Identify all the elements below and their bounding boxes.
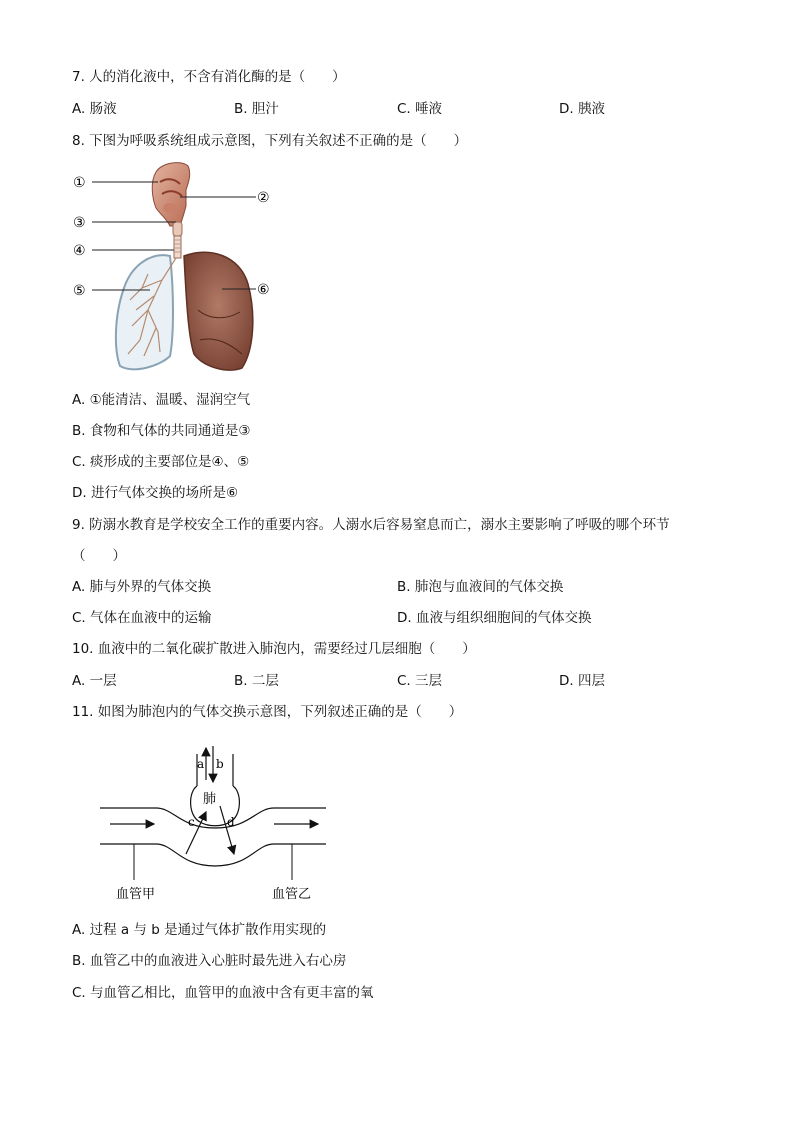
alveolus-gas-exchange-figure	[96, 742, 336, 907]
q10-option-a: A. 一层	[72, 673, 117, 689]
label-b: b	[216, 757, 224, 771]
q11-option-a: A. 过程 a 与 b 是通过气体扩散作用实现的	[72, 922, 327, 938]
q7-option-c: C. 唾液	[397, 101, 443, 117]
q7-option-a: A. 肠液	[72, 101, 117, 117]
q8-option-a: A. ①能清洁、温暖、湿润空气	[72, 392, 251, 408]
label-vessel-1: 血管甲	[116, 887, 156, 902]
q11-stem: 11. 如图为肺泡内的气体交换示意图，下列叙述正确的是（ ）	[72, 704, 463, 720]
figure-label-4: ④	[73, 243, 86, 259]
q11-option-b: B. 血管乙中的血液进入心脏时最先进入右心房	[72, 953, 347, 969]
q8-option-d: D. 进行气体交换的场所是⑥	[72, 485, 239, 501]
label-d: d	[227, 815, 235, 829]
q7-option-b: B. 胆汁	[234, 101, 279, 117]
figure-label-5: ⑤	[73, 283, 86, 299]
q8-option-c: C. 痰形成的主要部位是④、⑤	[72, 454, 250, 470]
q10-option-c: C. 三层	[397, 673, 443, 689]
q9-option-a: A. 肺与外界的气体交换	[72, 579, 212, 595]
q10-stem: 10. 血液中的二氧化碳扩散进入肺泡内，需要经过几层细胞（ ）	[72, 641, 476, 657]
q9-stem-line1: 9. 防溺水教育是学校安全工作的重要内容。人溺水后容易窒息而亡，溺水主要影响了呼吸的哪个环节	[72, 517, 670, 533]
figure-label-3: ③	[73, 215, 86, 231]
q7-stem: 7. 人的消化液中，不含有消化酶的是（ ）	[72, 69, 346, 85]
label-alveolus: 肺	[203, 792, 217, 807]
q11-option-c: C. 与血管乙相比，血管甲的血液中含有更丰富的氧	[72, 985, 374, 1001]
q10-option-b: B. 二层	[234, 673, 279, 689]
q9-option-c: C. 气体在血液中的运输	[72, 610, 212, 626]
label-c: c	[188, 815, 195, 829]
label-a: a	[197, 757, 205, 771]
q8-option-b: B. 食物和气体的共同通道是③	[72, 423, 251, 439]
q9-stem-line2: （ ）	[72, 548, 126, 564]
q8-stem: 8. 下图为呼吸系统组成示意图，下列有关叙述不正确的是（ ）	[72, 133, 468, 149]
label-vessel-2: 血管乙	[272, 887, 312, 902]
q7-option-d: D. 胰液	[559, 101, 605, 117]
respiratory-system-figure	[70, 160, 290, 378]
figure-label-1: ①	[73, 175, 86, 191]
figure-label-6: ⑥	[257, 282, 270, 298]
q9-option-d: D. 血液与组织细胞间的气体交换	[397, 610, 592, 626]
q9-option-b: B. 肺泡与血液间的气体交换	[397, 579, 564, 595]
figure-label-2: ②	[257, 190, 270, 206]
q10-option-d: D. 四层	[559, 673, 605, 689]
